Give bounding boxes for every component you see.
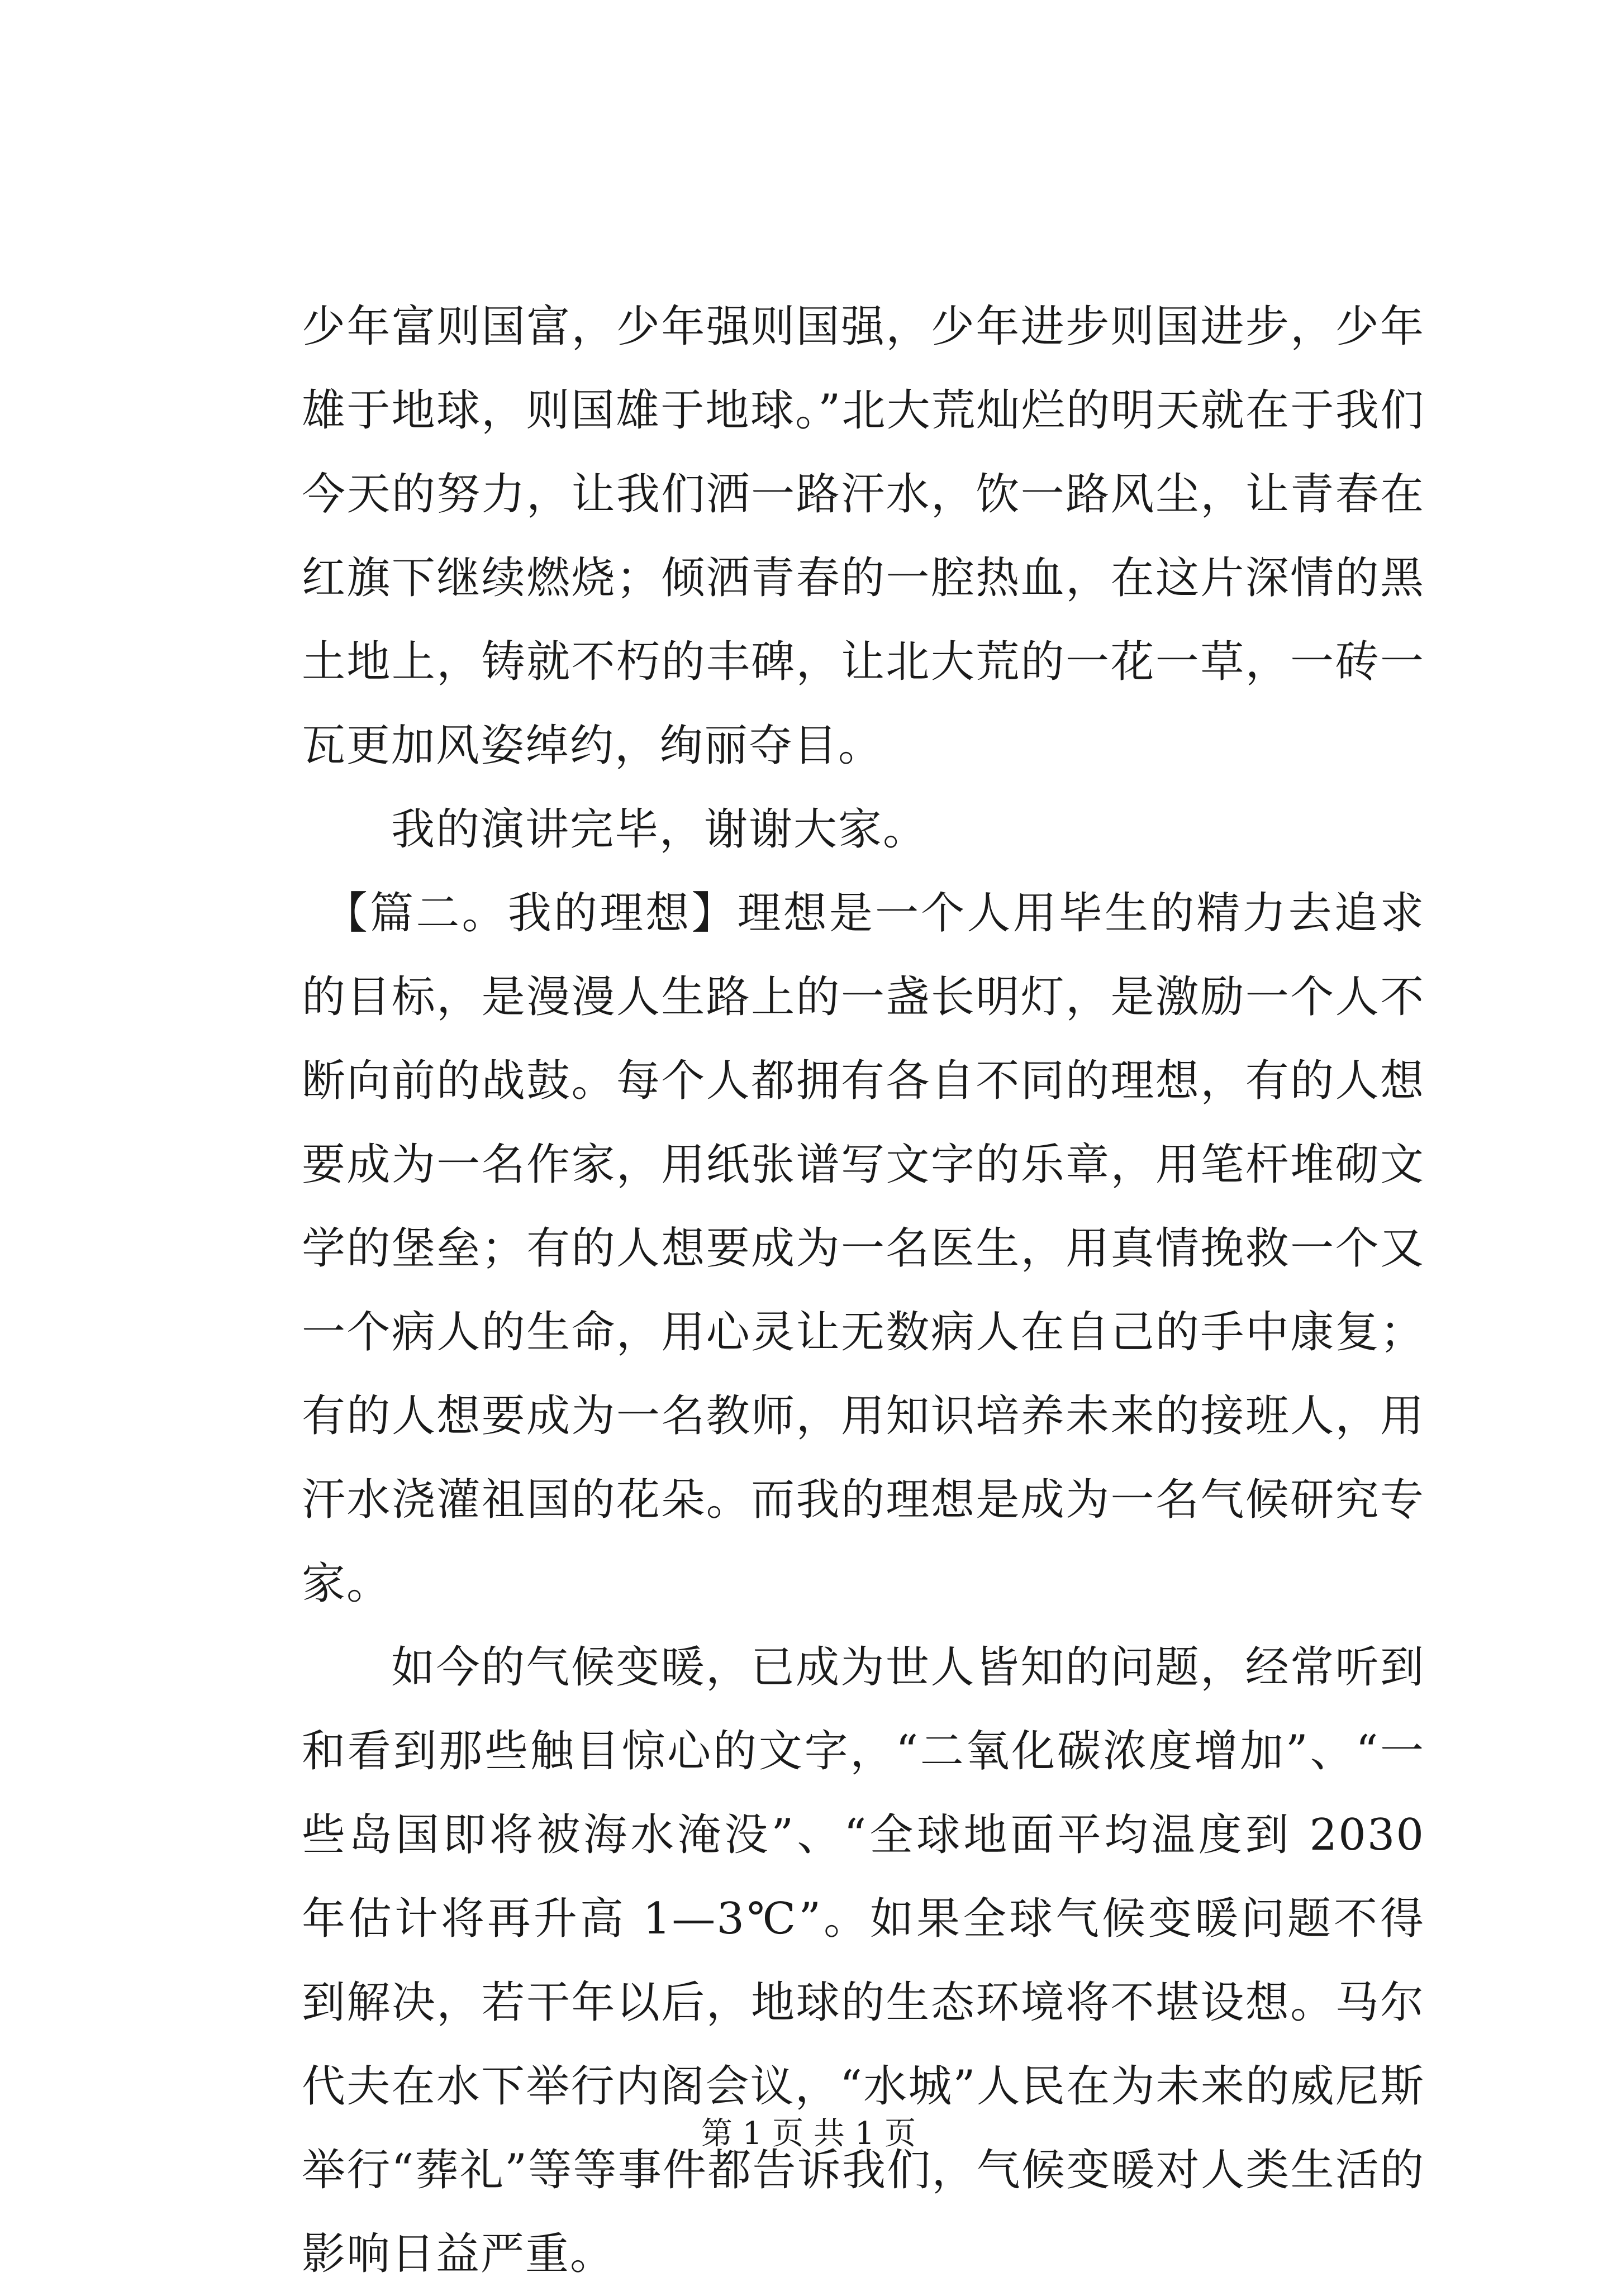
paragraph-continuation: 少年富则国富，少年强则国强，少年进步则国进步，少年雄于地球，则国雄于地球。”北大荒灿烂的明天就在于我们今天的努力，让我们洒一路汗水，饮一路风尘，让青春在红旗下继续燃烧；倾洒青春的一腔热血，在这片深情的黑土地上，铸就不朽的丰碑，让北大荒的一花一草，一砖一瓦更加风姿绰约，绚丽夺目。 bbox=[302, 302, 1425, 771]
page-footer: 第 1 页 共 1 页 bbox=[701, 2116, 916, 2152]
paragraph-closing: 我的演讲完毕，谢谢大家。 bbox=[391, 804, 928, 855]
document-body bbox=[302, 285, 1425, 2296]
paragraph-section-two: 【篇二。我的理想】理想是一个人用毕生的精力去追求的目标，是漫漫人生路上的一盏长明灯，是激励一个人不断向前的战鼓。每个人都拥有各自不同的理想，有的人想要成为一名作家，用纸张谱写文字的乐章，用笔杆堆砌文学的堡垒；有的人想要成为一名医生，用真情挽救一个又一个病人的生命，用心灵让无数病人在自己的手中康复；有的人想要成为一名教师，用知识培养未来的接班人，用汗水浇灌祖国的花朵。而我的理想是成为一名气候研究专家。 bbox=[302, 888, 1425, 1609]
paragraph-climate: 如今的气候变暖，已成为世人皆知的问题，经常听到和看到那些触目惊心的文字，“二氧化碳浓度增加”、“一些岛国即将被海水淹没”、“全球地面平均温度到 2030 年估计将再升高 1—3℃”。如果全球气候变暖问题不得到解决，若干年以后，地球的生态环境将不堪设想。马尔代夫在水下举行内阁会议，“水城”人民在为未来的威尼斯举行“葬礼”等等事件都告诉我们，气候变暖对人类生活的影响日益严重。 bbox=[302, 1642, 1425, 2279]
